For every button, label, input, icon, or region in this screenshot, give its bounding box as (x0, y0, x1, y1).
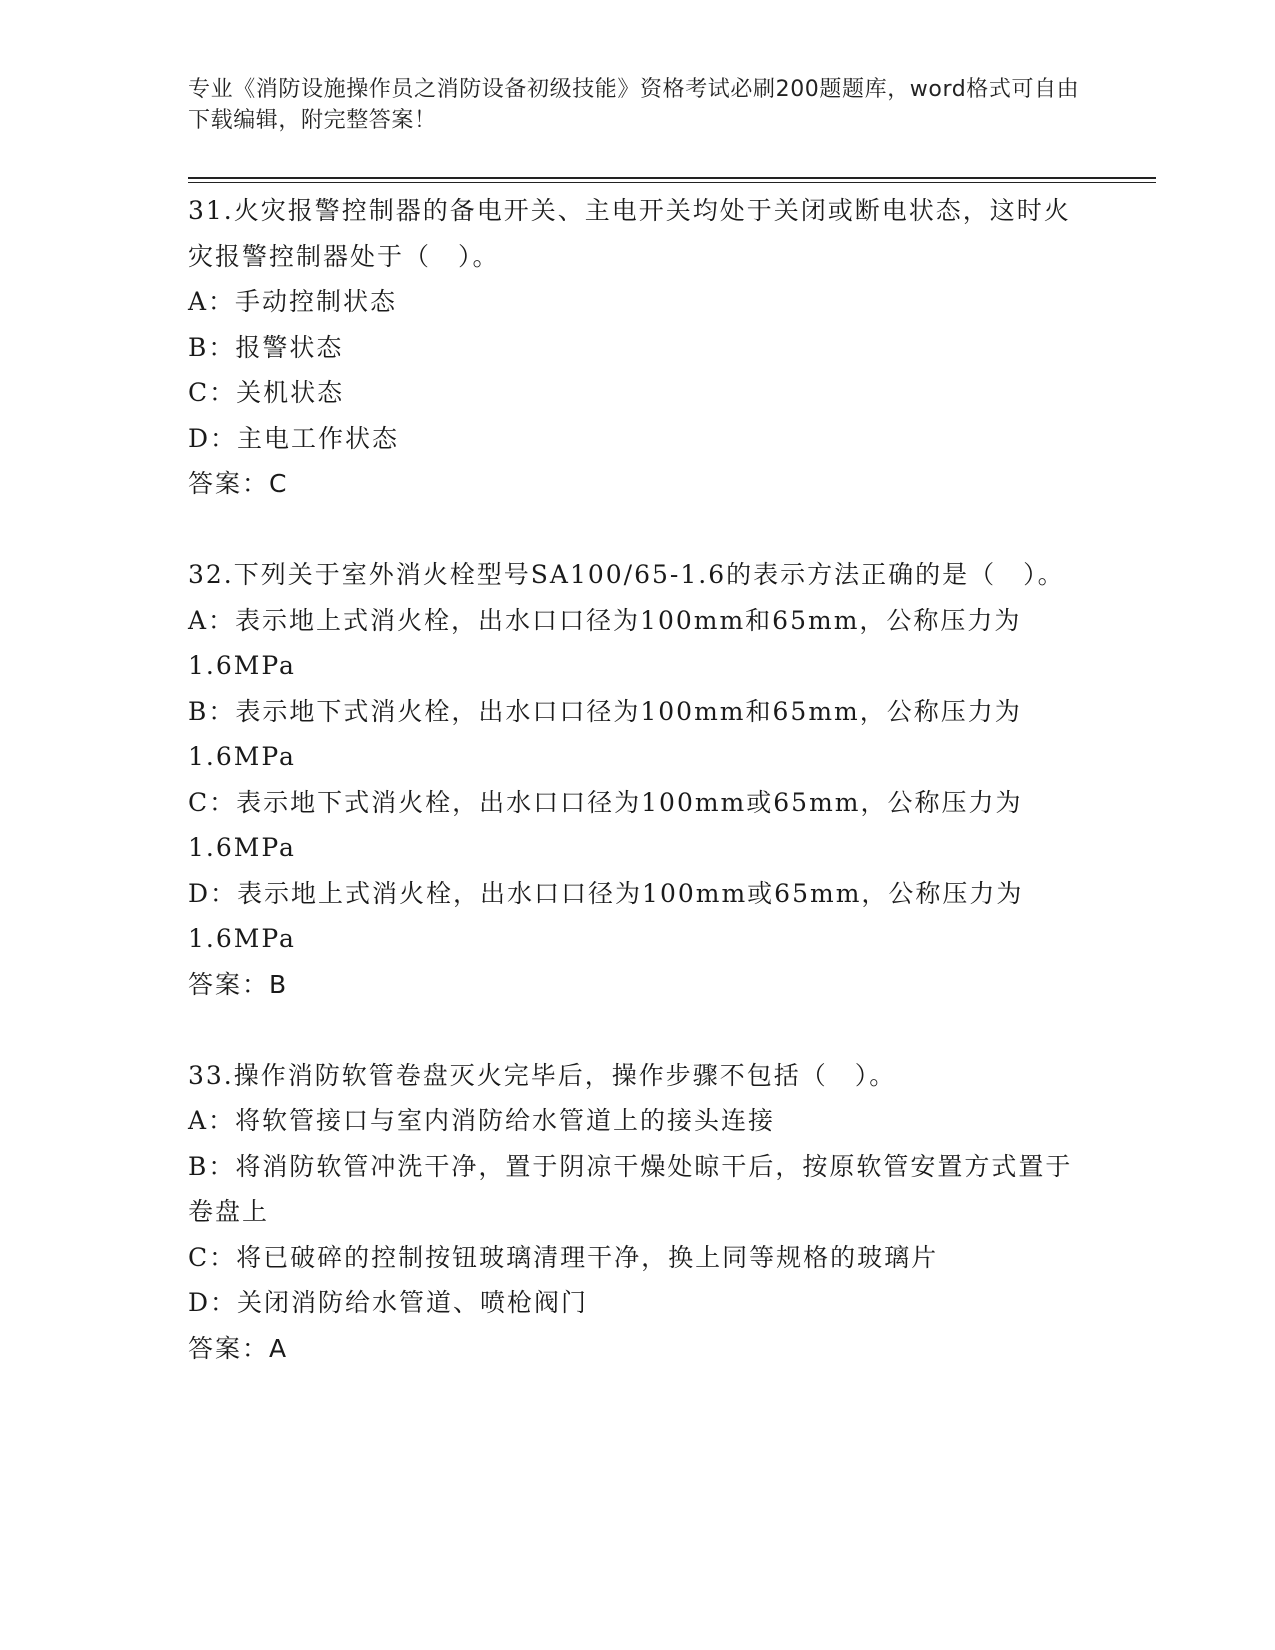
answer-text: 答案：A (188, 1333, 289, 1363)
question-33 (188, 1053, 1088, 1372)
option-a: A：手动控制状态 (188, 287, 398, 316)
question-31 (188, 188, 1088, 507)
option-a: A：表示地上式消火栓，出水口口径为100mm和65mm，公称压力为1.6MPa (188, 605, 1022, 680)
question-text: 33.操作消防软管卷盘灭火完毕后，操作步骤不包括（ ）。 (188, 1060, 897, 1090)
answer-text: 答案：C (188, 469, 289, 498)
option-c: C：关机状态 (188, 378, 345, 407)
header-divider-thin (188, 182, 1156, 183)
header-divider-thick (188, 177, 1156, 179)
option-c: C：表示地下式消火栓，出水口口径为100mm或65mm，公称压力为1.6MPa (188, 787, 1023, 862)
question-list (188, 188, 1088, 1371)
question-spacer (188, 1007, 1088, 1053)
question-text: 32.下列关于室外消火栓型号SA100/65-1.6的表示方法正确的是（ ）。 (188, 560, 1065, 589)
option-d: D：主电工作状态 (188, 423, 400, 453)
option-a: A：将软管接口与室内消防给水管道上的接头连接 (188, 1106, 776, 1135)
question-text: 31.火灾报警控制器的备电开关、主电开关均处于关闭或断电状态，这时火灾报警控制器处于（ ）。 (188, 196, 1071, 271)
question-spacer (188, 507, 1088, 553)
option-c: C：将已破碎的控制按钮玻璃清理干净，换上同等规格的玻璃片 (188, 1242, 939, 1272)
document-header: 专业《消防设施操作员之消防设备初级技能》资格考试必刷200题题库，word格式可自由下载编辑，附完整答案！ (188, 77, 1080, 133)
question-32 (188, 552, 1088, 1007)
answer-text: 答案：B (188, 969, 289, 999)
option-d: D：关闭消防给水管道、喷枪阀门 (188, 1288, 589, 1317)
option-b: B：报警状态 (188, 332, 344, 362)
option-b: B：将消防软管冲洗干净，置于阴凉干燥处晾干后，按原软管安置方式置于卷盘上 (188, 1151, 1073, 1226)
option-d: D：表示地上式消火栓，出水口口径为100mm或65mm，公称压力为1.6MPa (188, 878, 1024, 953)
option-b: B：表示地下式消火栓，出水口口径为100mm和65mm，公称压力为1.6MPa (188, 696, 1022, 771)
